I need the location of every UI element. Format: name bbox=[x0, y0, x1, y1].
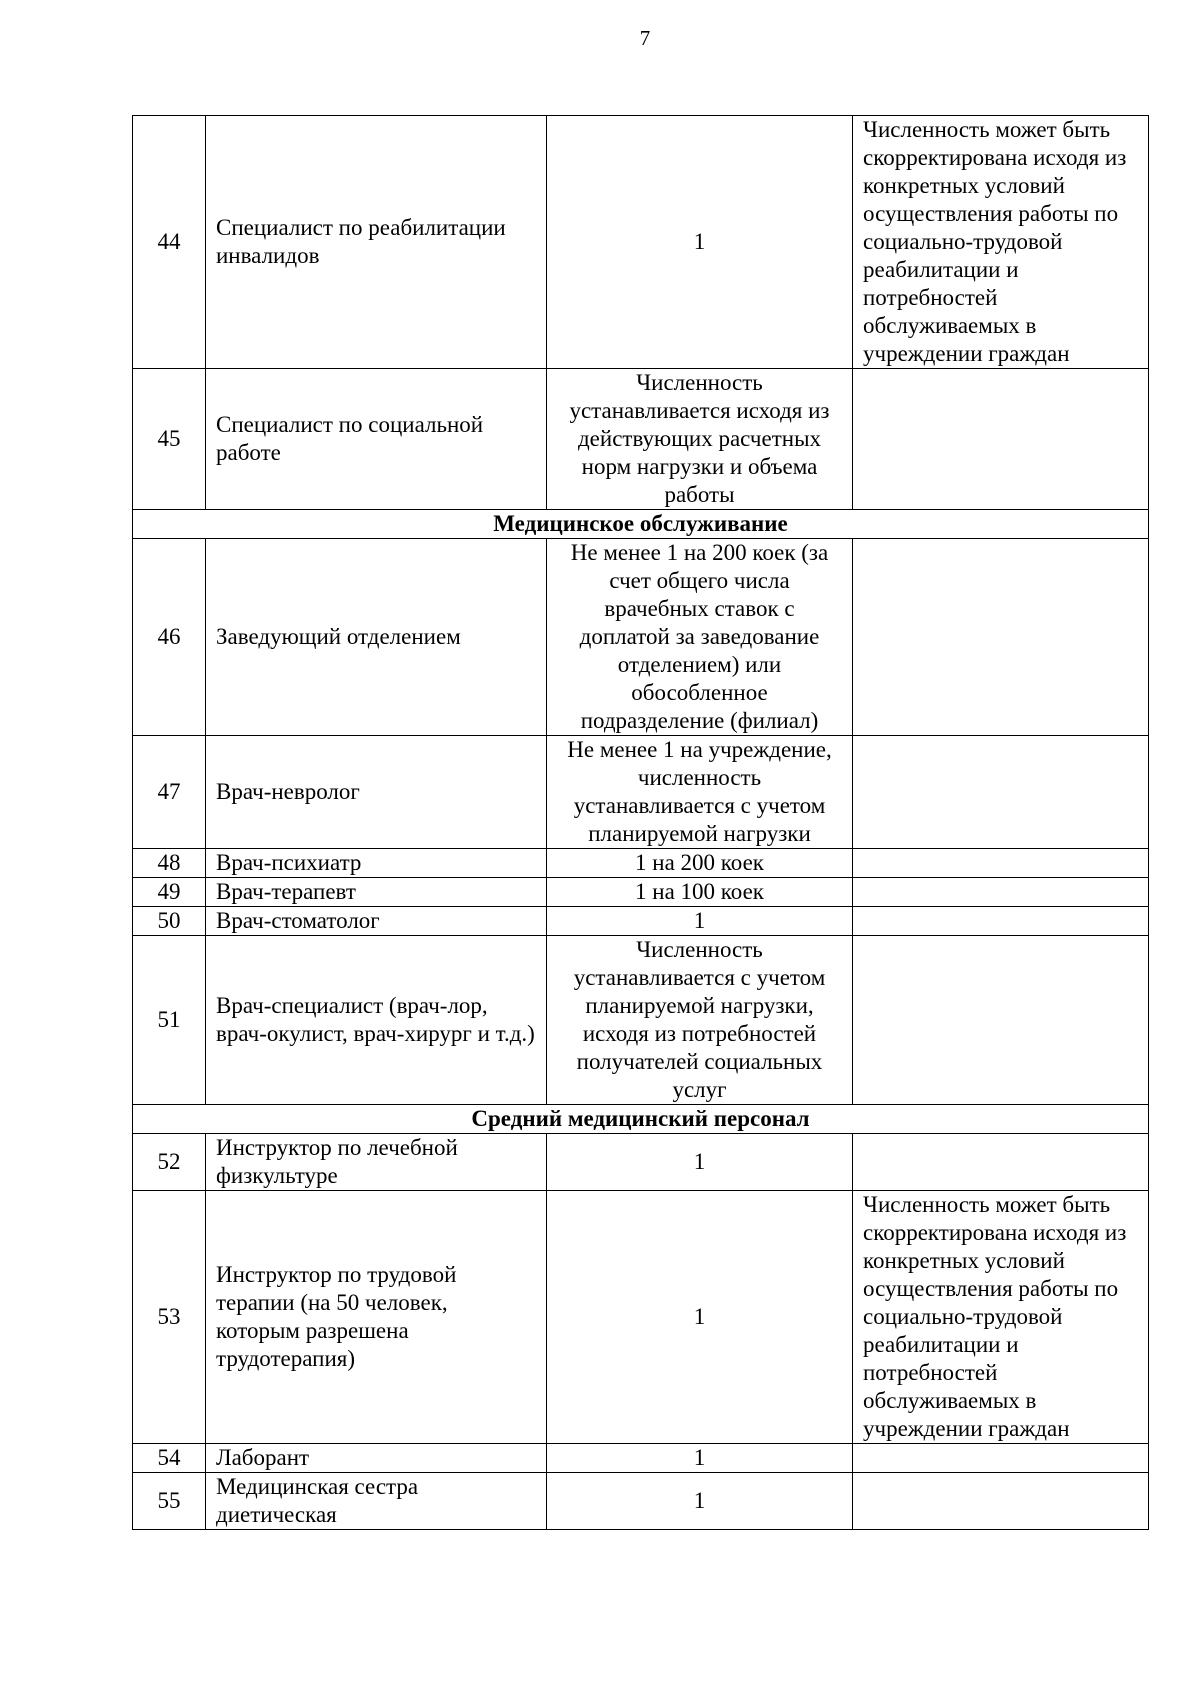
staffing-norm: Не менее 1 на учреждение, численность устанавливается с учетом планируемой нагрузки bbox=[547, 736, 853, 849]
row-note bbox=[853, 369, 1149, 510]
row-number: 52 bbox=[133, 1134, 206, 1191]
row-note bbox=[853, 1134, 1149, 1191]
table-row bbox=[133, 539, 1149, 736]
row-number: 46 bbox=[133, 539, 206, 736]
staffing-norm: 1 bbox=[547, 1134, 853, 1191]
row-number: 51 bbox=[133, 936, 206, 1105]
position-name: Врач-специалист (врач-лор, врач-окулист, врач-хирург и т.д.) bbox=[206, 936, 547, 1105]
row-note bbox=[853, 539, 1149, 736]
position-name: Специалист по реабилитации инвалидов bbox=[206, 116, 547, 369]
staffing-norm: 1 bbox=[547, 907, 853, 936]
position-name: Врач-стоматолог bbox=[206, 907, 547, 936]
table-row bbox=[133, 116, 1149, 369]
position-name: Лаборант bbox=[206, 1444, 547, 1473]
staffing-norm: 1 на 100 коек bbox=[547, 878, 853, 907]
staffing-norm: Численность устанавливается с учетом планируемой нагрузки, исходя из потребностей получателей социальных услуг bbox=[547, 936, 853, 1105]
row-note bbox=[853, 907, 1149, 936]
position-name: Врач-психиатр bbox=[206, 849, 547, 878]
row-note bbox=[853, 936, 1149, 1105]
row-number: 54 bbox=[133, 1444, 206, 1473]
row-note bbox=[853, 1444, 1149, 1473]
section-heading: Средний медицинский персонал bbox=[133, 1105, 1149, 1134]
table-row bbox=[133, 936, 1149, 1105]
section-heading: Медицинское обслуживание bbox=[133, 510, 1149, 539]
row-number: 49 bbox=[133, 878, 206, 907]
staffing-norm: 1 bbox=[547, 116, 853, 369]
row-number: 44 bbox=[133, 116, 206, 369]
staffing-norm: 1 bbox=[547, 1191, 853, 1444]
position-name: Врач-терапевт bbox=[206, 878, 547, 907]
table-row bbox=[133, 1134, 1149, 1191]
table-row bbox=[133, 878, 1149, 907]
row-note: Численность может быть скорректирована исходя из конкретных условий осуществления работы по социально-трудовой реабилитации и потребностей обслуживаемых в учреждении граждан bbox=[853, 1191, 1149, 1444]
position-name: Инструктор по трудовой терапии (на 50 человек, которым разрешена трудотерапия) bbox=[206, 1191, 547, 1444]
section-header-row bbox=[133, 510, 1149, 539]
table-row bbox=[133, 736, 1149, 849]
row-note bbox=[853, 878, 1149, 907]
table-row bbox=[133, 1444, 1149, 1473]
table-row bbox=[133, 369, 1149, 510]
staffing-norm: 1 bbox=[547, 1473, 853, 1530]
row-number: 50 bbox=[133, 907, 206, 936]
row-number: 53 bbox=[133, 1191, 206, 1444]
row-note bbox=[853, 1473, 1149, 1530]
section-header-row bbox=[133, 1105, 1149, 1134]
page-number: 7 bbox=[639, 26, 651, 50]
row-note bbox=[853, 736, 1149, 849]
row-note: Численность может быть скорректирована исходя из конкретных условий осуществления работы по социально-трудовой реабилитации и потребностей обслуживаемых в учреждении граждан bbox=[853, 116, 1149, 369]
row-number: 55 bbox=[133, 1473, 206, 1530]
position-name: Заведующий отделением bbox=[206, 539, 547, 736]
table-row bbox=[133, 1191, 1149, 1444]
staffing-table bbox=[132, 115, 1149, 1530]
table-row bbox=[133, 1473, 1149, 1530]
position-name: Врач-невролог bbox=[206, 736, 547, 849]
position-name: Медицинская сестра диетическая bbox=[206, 1473, 547, 1530]
position-name: Инструктор по лечебной физкультуре bbox=[206, 1134, 547, 1191]
row-number: 48 bbox=[133, 849, 206, 878]
row-note bbox=[853, 849, 1149, 878]
staffing-norm: 1 bbox=[547, 1444, 853, 1473]
staffing-norm: Численность устанавливается исходя из действующих расчетных норм нагрузки и объема работы bbox=[547, 369, 853, 510]
table-row bbox=[133, 907, 1149, 936]
staffing-norm: 1 на 200 коек bbox=[547, 849, 853, 878]
position-name: Специалист по социальной работе bbox=[206, 369, 547, 510]
row-number: 47 bbox=[133, 736, 206, 849]
staffing-norm: Не менее 1 на 200 коек (за счет общего числа врачебных ставок с доплатой за заведование отделением) или обособленное подразделение (филиал) bbox=[547, 539, 853, 736]
row-number: 45 bbox=[133, 369, 206, 510]
table-row bbox=[133, 849, 1149, 878]
